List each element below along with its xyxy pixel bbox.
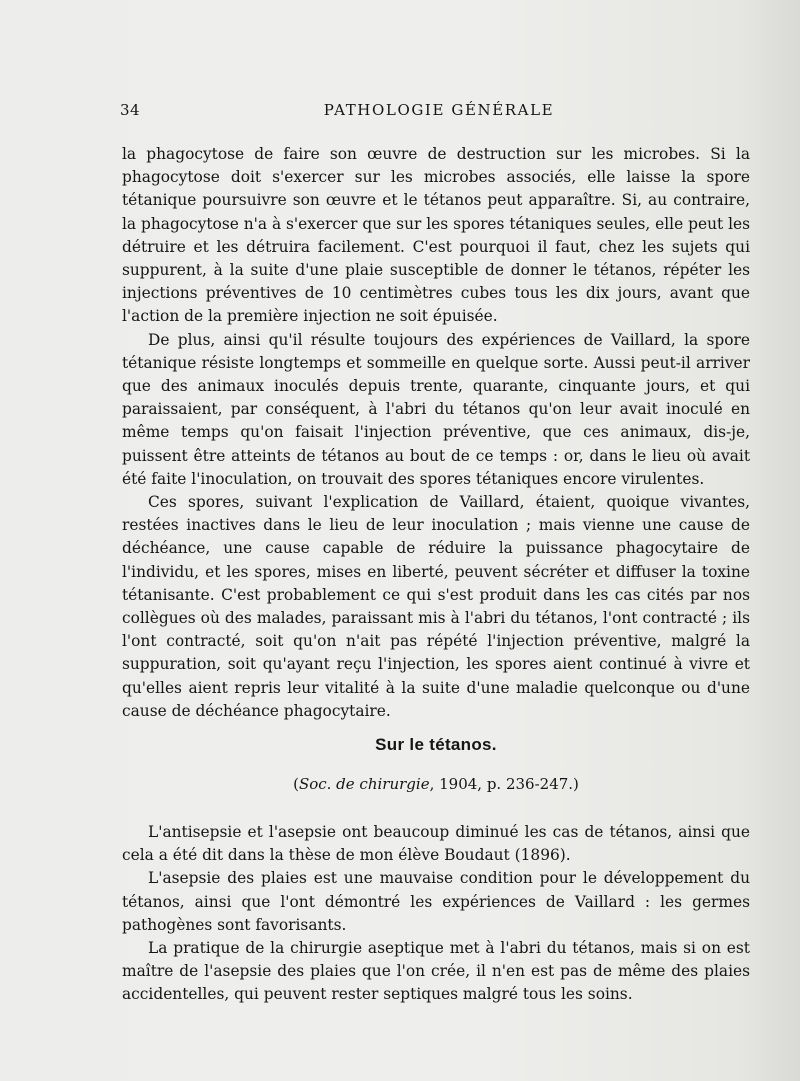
body-text-part2: [122, 821, 750, 1007]
page-header: [120, 101, 748, 123]
section-title: Sur le tétanos.: [375, 735, 497, 754]
citation-open: (: [293, 775, 299, 793]
running-head: PATHOLOGIE GÉNÉRALE: [323, 101, 555, 119]
paragraph-antisepsie: L'antisepsie et l'asepsie ont beaucoup diminué les cas de tétanos, ainsi que cela a été dit dans la thèse de mon élève Boudaut (1896).: [122, 823, 750, 865]
paragraph-asepsie: L'asepsie des plaies est une mauvaise condition pour le développement du tétanos, ainsi que l'ont démontré les expériences de Vaillard : les germes pathogènes sont favorisants.: [122, 869, 750, 934]
citation-source: Soc. de chirurgie: [298, 775, 430, 793]
page-number: 34: [120, 101, 141, 119]
body-text-part1: [122, 143, 750, 723]
paragraph-explanation: Ces spores, suivant l'explication de Vaillard, étaient, quoique vivantes, restées inactives dans le lieu de leur inoculation ; mais vienne une cause de déchéance, une cause capable de réduire la puissance phagocytaire de l'individu, et les spores, mises en liberté, peuvent sécréter et diffuser la toxine tétanisante. C'est probablement ce qui s'est produit dans les cas cités par nos collègues où des malades, paraissant mis à l'abri du tétanos, l'ont contracté ; ils l'ont contracté, soit qu'on n'ait pas répété l'injection préventive, malgré la suppuration, soit qu'ayant reçu l'injection, les spores aient continué à vivre et qu'elles aient repris leur vitalité à la suite d'une maladie quelconque ou d'une cause de déchéance phagocytaire.: [122, 493, 750, 720]
paragraph-continuation: la phagocytose de faire son œuvre de destruction sur les microbes. Si la phagocytose doit s'exercer sur les microbes associés, elle laisse la spore tétanique poursuivre son œuvre et le tétanos peut apparaître. Si, au contraire, la phagocytose n'a à s'exercer que sur les spores tétaniques seules, elle peut les détruire et les détruira facilement. C'est pourquoi il faut, chez les sujets qui suppurent, à la suite d'une plaie susceptible de donner le tétanos, répéter les injections préventives de 10 centimètres cubes tous les dix jours, avant que l'action de la première injection ne soit épuisée.: [122, 145, 750, 326]
citation-details: , 1904, p. 236-247.): [429, 775, 579, 793]
section-citation: [122, 775, 750, 793]
paragraph-chirurgie: La pratique de la chirurgie aseptique met à l'abri du tétanos, mais si on est maître de l'asepsie des plaies que l'on crée, il n'en est pas de même des plaies accidentelles, qui peuvent rester septiques malgré tous les soins.: [122, 939, 750, 1004]
paragraph-vaillard-spores: De plus, ainsi qu'il résulte toujours des expériences de Vaillard, la spore tétanique résiste longtemps et sommeille en quelque sorte. Aussi peut-il arriver que des animaux inoculés depuis trente, quarante, cinquante jours, et qui paraissaient, par conséquent, à l'abri du tétanos qu'on leur avait inoculé en même temps qu'on faisait l'injection préventive, que ces animaux, dis-je, puissent être atteints de tétanos au bout de ce temps : or, dans le lieu où avait été faite l'inoculation, on trouvait des spores tétaniques encore virulentes.: [122, 330, 750, 488]
